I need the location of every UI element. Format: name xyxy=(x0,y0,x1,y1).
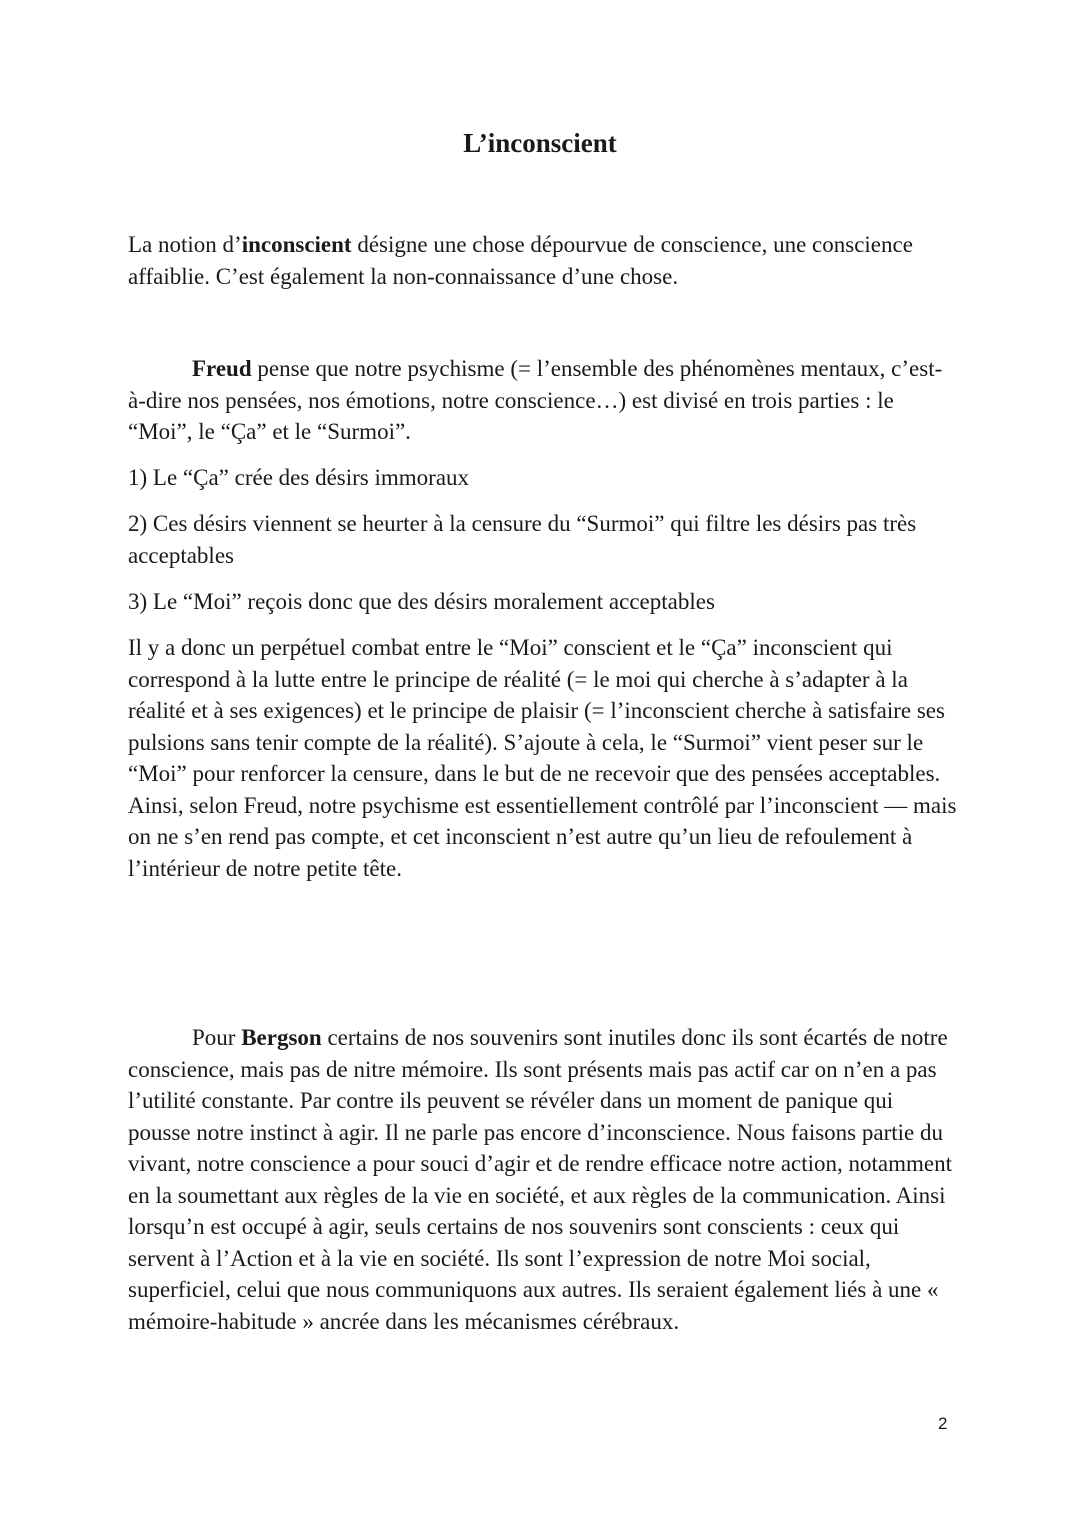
intro-text-post: désigne une chose dépourvue de conscience, une conscience affaiblie. C’est également la non-connaissance d’une chose. xyxy=(128,232,913,289)
bergson-paragraph xyxy=(128,1022,958,1337)
freud-list-item-3: 3) Le “Moi” reçois donc que des désirs moralement acceptables xyxy=(128,589,715,614)
freud-name: Freud xyxy=(192,356,252,381)
freud-list-item-1: 1) Le “Ça” crée des désirs immoraux xyxy=(128,465,470,490)
bergson-text: certains de nos souvenirs sont inutiles donc ils sont écartés de notre conscience, mais pas de nitre mémoire. Ils sont présents mais pas actif car on n’en a pas l’utilité constante. Par contre ils peuvent se révéler dans un moment de panique qui pousse notre instinct à agir. Il ne parle pas encore d’inconscience. Nous faisons partie du vivant, notre conscience a pour souci d’agir et de rendre efficace notre action, notamment en la soumettant aux règles de la vie en société, et aux règles de la communication. Ainsi lorsqu’n est occupé à agir, seuls certains de nos souvenirs sont conscients : ceux qui servent à l’Action et à la vie en société. Ils sont l’expression de notre Moi social, superficiel, celui que nous communiquons aux autres. Ils seraient également liés à une « mémoire-habitude » ancrée dans les mécanismes cérébraux. xyxy=(128,1025,953,1334)
bergson-name: Bergson xyxy=(241,1025,322,1050)
intro-term: inconscient xyxy=(241,232,352,257)
freud-list-item-2: 2) Ces désirs viennent se heurter à la censure du “Surmoi” qui filtre les désirs pas très acceptables xyxy=(128,511,917,568)
freud-conclusion-paragraph: Il y a donc un perpétuel combat entre le “Moi” conscient et le “Ça” inconscient qui correspond à la lutte entre le principe de réalité (= le moi qui cherche à s’adapter à la réalité et à ses exigences) et le principe de plaisir (= l’inconscient cherche à satisfaire ses pulsions sans tenir compte de la réalité). S’ajoute à cela, le “Surmoi” vient peser sur le “Moi” pour renforcer la censure, dans le but de ne recevoir que des pensées acceptables. Ainsi, selon Freud, notre psychisme est essentiellement contrôlé par l’inconscient — mais on ne s’en rend pas compte, et cet inconscient n’est autre qu’un lieu de refoulement à l’intérieur de notre petite tête. xyxy=(128,635,957,881)
bergson-text-pre: Pour xyxy=(192,1025,242,1050)
freud-text: pense que notre psychisme (= l’ensemble des phénomènes mentaux, c’est-à-dire nos pensées, nos émotions, notre conscience…) est divisé en trois parties : le “Moi”, le “Ça” et le “Surmoi”. xyxy=(128,356,943,444)
freud-paragraph xyxy=(128,353,958,448)
page-number: 2 xyxy=(938,1414,948,1433)
page-title: L’inconscient xyxy=(463,128,617,158)
intro-paragraph xyxy=(128,229,958,292)
intro-text-pre: La notion d’ xyxy=(128,232,242,257)
